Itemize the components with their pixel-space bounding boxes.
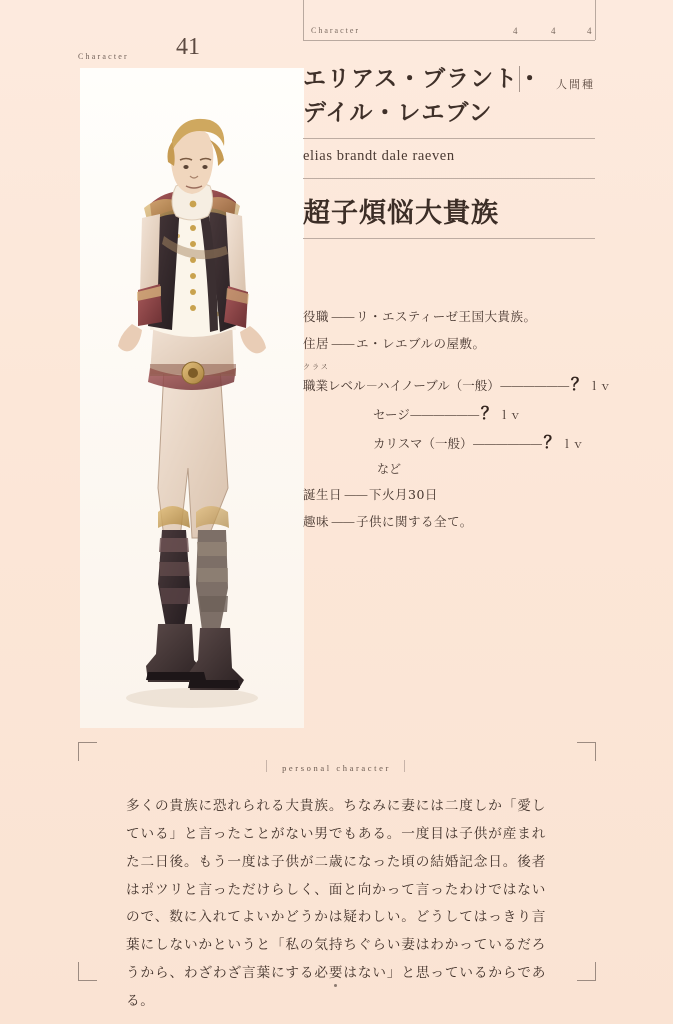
- header-page-number-1: 4: [513, 26, 519, 36]
- stat-leader-job-level: ——————: [499, 378, 569, 393]
- character-epithet: 超子煩悩大貴族: [303, 198, 499, 229]
- header-page-number-3: 4: [587, 26, 593, 36]
- bracket-top-right: [577, 742, 596, 761]
- race-tag: 人間種: [556, 78, 595, 91]
- character-mini-label: Character: [78, 52, 129, 61]
- header-vertical-rule-right: [595, 0, 596, 40]
- stat-key-job-level: 職業レベル: [303, 378, 366, 393]
- bracket-top-left: [78, 742, 97, 761]
- class-ruby-note: クラス: [303, 363, 330, 371]
- stat-lv-sage: ｌｖ: [498, 409, 521, 422]
- stat-dash-job-level: －: [365, 378, 378, 393]
- stat-key-birthday: 誕生日: [303, 487, 343, 502]
- stat-leader-charisma: ——————: [472, 436, 542, 451]
- stat-row-job-level: [303, 370, 611, 395]
- character-name-line1: エリアス・ブラント・: [303, 65, 543, 92]
- character-name-line2: デイル・レエブン: [303, 99, 493, 127]
- personal-character-label: personal character: [282, 763, 391, 773]
- stat-row-birthday: [303, 485, 438, 503]
- character-number: 41: [176, 34, 200, 60]
- stat-row-residence: [303, 334, 593, 352]
- stat-level-unknown-sage: ？: [480, 404, 498, 424]
- character-name-romaji: elias brandt dale raeven: [303, 148, 455, 164]
- stat-lv-job: ｌｖ: [588, 380, 611, 393]
- header-vertical-rule-left: [303, 0, 304, 40]
- header-horizontal-rule: [303, 40, 595, 41]
- stat-dash-residence: ——: [331, 336, 355, 351]
- personal-character-text: 多くの貴族に恐れられる大貴族。ちなみに妻には二度しか「愛している」と言ったことがない男でもある。一度目は子供が産まれた二日後。もう一度は子供が二歳になった頃の結婚記念日。後者はポツリと言っただけらしく、面と向かって言ったわけではないので、数に入れてよいかどうかは疑わしい。どうしてはっきり言葉にしないかというと「私の気持ちぐらい妻はわかっているだろうから、わざわざ言葉にする必要はない」と思っているからである。: [126, 798, 546, 1010]
- bracket-bottom-right: [577, 962, 596, 981]
- bracket-bottom-left: [78, 962, 97, 981]
- stat-value-birthday: 下火月30日: [369, 487, 438, 502]
- stat-row-sage: [373, 399, 521, 424]
- character-name-japanese: [303, 62, 553, 130]
- rule-below-epithet: [303, 238, 595, 239]
- rule-below-romaji: [303, 178, 595, 179]
- rule-above-romaji: [303, 138, 595, 139]
- stat-key-role: 役職: [303, 309, 330, 324]
- header-page-number-2: 4: [551, 26, 557, 36]
- character-illustration: [80, 68, 304, 728]
- stat-value-charisma: カリスマ（一般）: [373, 436, 473, 451]
- stat-row-charisma: [373, 428, 584, 453]
- stat-lv-charisma: ｌｖ: [561, 438, 584, 451]
- stat-dash-role: ——: [331, 309, 355, 324]
- stat-value-role: リ・エスティーゼ王国大貴族。: [356, 309, 537, 324]
- stat-dash-birthday: ——: [344, 487, 368, 502]
- stat-level-unknown-charisma: ？: [543, 433, 561, 453]
- stat-value-residence: エ・レエブルの屋敷。: [356, 336, 486, 351]
- stat-row-role: [303, 307, 593, 325]
- header-label: Character: [311, 26, 361, 35]
- stat-leader-sage: ——————: [409, 407, 479, 422]
- stat-level-unknown-job: ？: [570, 375, 588, 395]
- stat-value-hobby: 子供に関する全て。: [356, 514, 473, 529]
- footer-dot: [334, 984, 337, 987]
- stat-key-residence: 住居: [303, 336, 330, 351]
- stat-etc: など: [377, 462, 402, 476]
- stat-value-job-level: ハイノーブル（一般）: [377, 378, 500, 393]
- stats-block: [303, 307, 593, 361]
- stat-dash-hobby: ——: [331, 514, 355, 529]
- stat-value-sage: セージ: [373, 407, 410, 422]
- stat-key-hobby: 趣味: [303, 514, 330, 529]
- stat-row-hobby: [303, 512, 473, 530]
